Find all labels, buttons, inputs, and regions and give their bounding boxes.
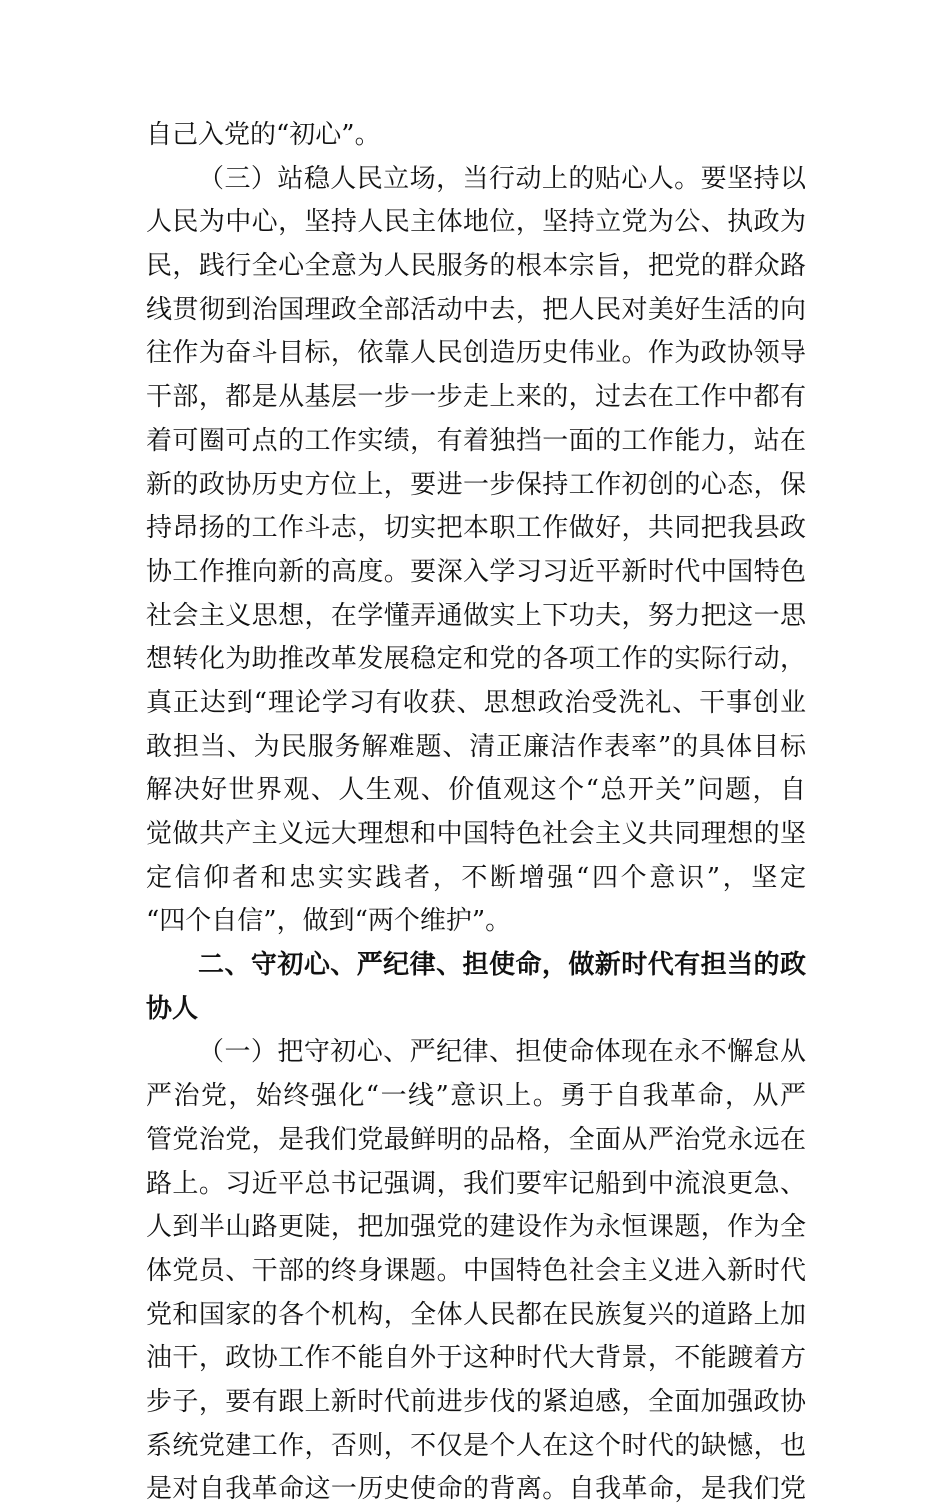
paragraph-line: 路上。习近平总书记强调，我们要牢记船到中流浪更急、 — [146, 1168, 806, 1199]
paragraph-line: 新的政协历史方位上，要进一步保持工作初创的心态，保 — [146, 469, 806, 500]
paragraph-line: 严治党，始终强化“一线”意识上。勇于自我革命，从严 — [146, 1081, 806, 1112]
paragraph-line: 步子，要有跟上新时代前进步伐的紧迫感，全面加强政协 — [146, 1386, 806, 1417]
paragraph-line: 自己入党的“初心”。 — [146, 120, 381, 150]
paragraph-line: “四个自信”，做到“两个维护”。 — [146, 906, 512, 937]
paragraph-line: 真正达到“理论学习有收获、思想政治受洗礼、干事创业 — [146, 687, 806, 718]
body-text — [146, 114, 806, 1512]
paragraph-line: 敢担当、为民服务解难题、清正廉洁作表率”的具体目标 — [146, 731, 806, 762]
section-heading-continued: 协人 — [146, 993, 199, 1024]
paragraph-line: 党和国家的各个机构，全体人民都在民族复兴的道路上加 — [146, 1299, 806, 1330]
paragraph-line: （一）把守初心、严纪律、担使命体现在永不懈怠从 — [198, 1037, 806, 1068]
paragraph-line: 民，践行全心全意为人民服务的根本宗旨，把党的群众路 — [146, 251, 806, 282]
paragraph-line: （三）站稳人民立场，当行动上的贴心人。要坚持以 — [198, 163, 806, 194]
paragraph-line: 定信仰者和忠实实践者，不断增强“四个意识”，坚定 — [146, 862, 806, 893]
paragraph-line: 线贯彻到治国理政全部活动中去，把人民对美好生活的向 — [146, 294, 806, 325]
paragraph-line: 觉做共产主义远大理想和中国特色社会主义共同理想的坚 — [146, 819, 806, 849]
paragraph-line: 持昂扬的工作斗志，切实把本职工作做好，共同把我县政 — [146, 513, 806, 544]
paragraph-line: 社会主义思想，在学懂弄通做实上下功夫，努力把这一思 — [146, 600, 806, 631]
paragraph-line: 体党员、干部的终身课题。中国特色社会主义进入新时代 — [146, 1255, 806, 1286]
paragraph-line: 着可圈可点的工作实绩，有着独挡一面的工作能力，站在 — [146, 425, 806, 456]
paragraph-line: 油干，政协工作不能自外于这种时代大背景，不能踱着方 — [146, 1343, 806, 1374]
paragraph-line: 干部，都是从基层一步一步走上来的，过去在工作中都有 — [146, 382, 806, 413]
paragraph-line: 管党治党，是我们党最鲜明的品格，全面从严治党永远在 — [146, 1124, 806, 1155]
paragraph-line: 想转化为助推改革发展稳定和党的各项工作的实际行动， — [146, 644, 806, 675]
paragraph-line: 往作为奋斗目标，依靠人民创造历史伟业。作为政协领导 — [146, 338, 806, 369]
paragraph-line: 人民为中心，坚持人民主体地位，坚持立党为公、执政为 — [146, 207, 806, 238]
section-heading: 二、守初心、严纪律、担使命，做新时代有担当的政 — [198, 950, 806, 981]
paragraph-line: 是对自我革命这一历史使命的背离。自我革命，是我们党 — [146, 1474, 806, 1505]
paragraph-line: 人到半山路更陡，把加强党的建设作为永恒课题，作为全 — [146, 1212, 806, 1243]
paragraph-line: 解决好世界观、人生观、价值观这个“总开关”问题，自 — [146, 775, 806, 806]
paragraph-line: 协工作推向新的高度。要深入学习习近平新时代中国特色 — [146, 556, 806, 587]
paragraph-line: 系统党建工作，否则，不仅是个人在这个时代的缺憾，也 — [146, 1430, 806, 1461]
